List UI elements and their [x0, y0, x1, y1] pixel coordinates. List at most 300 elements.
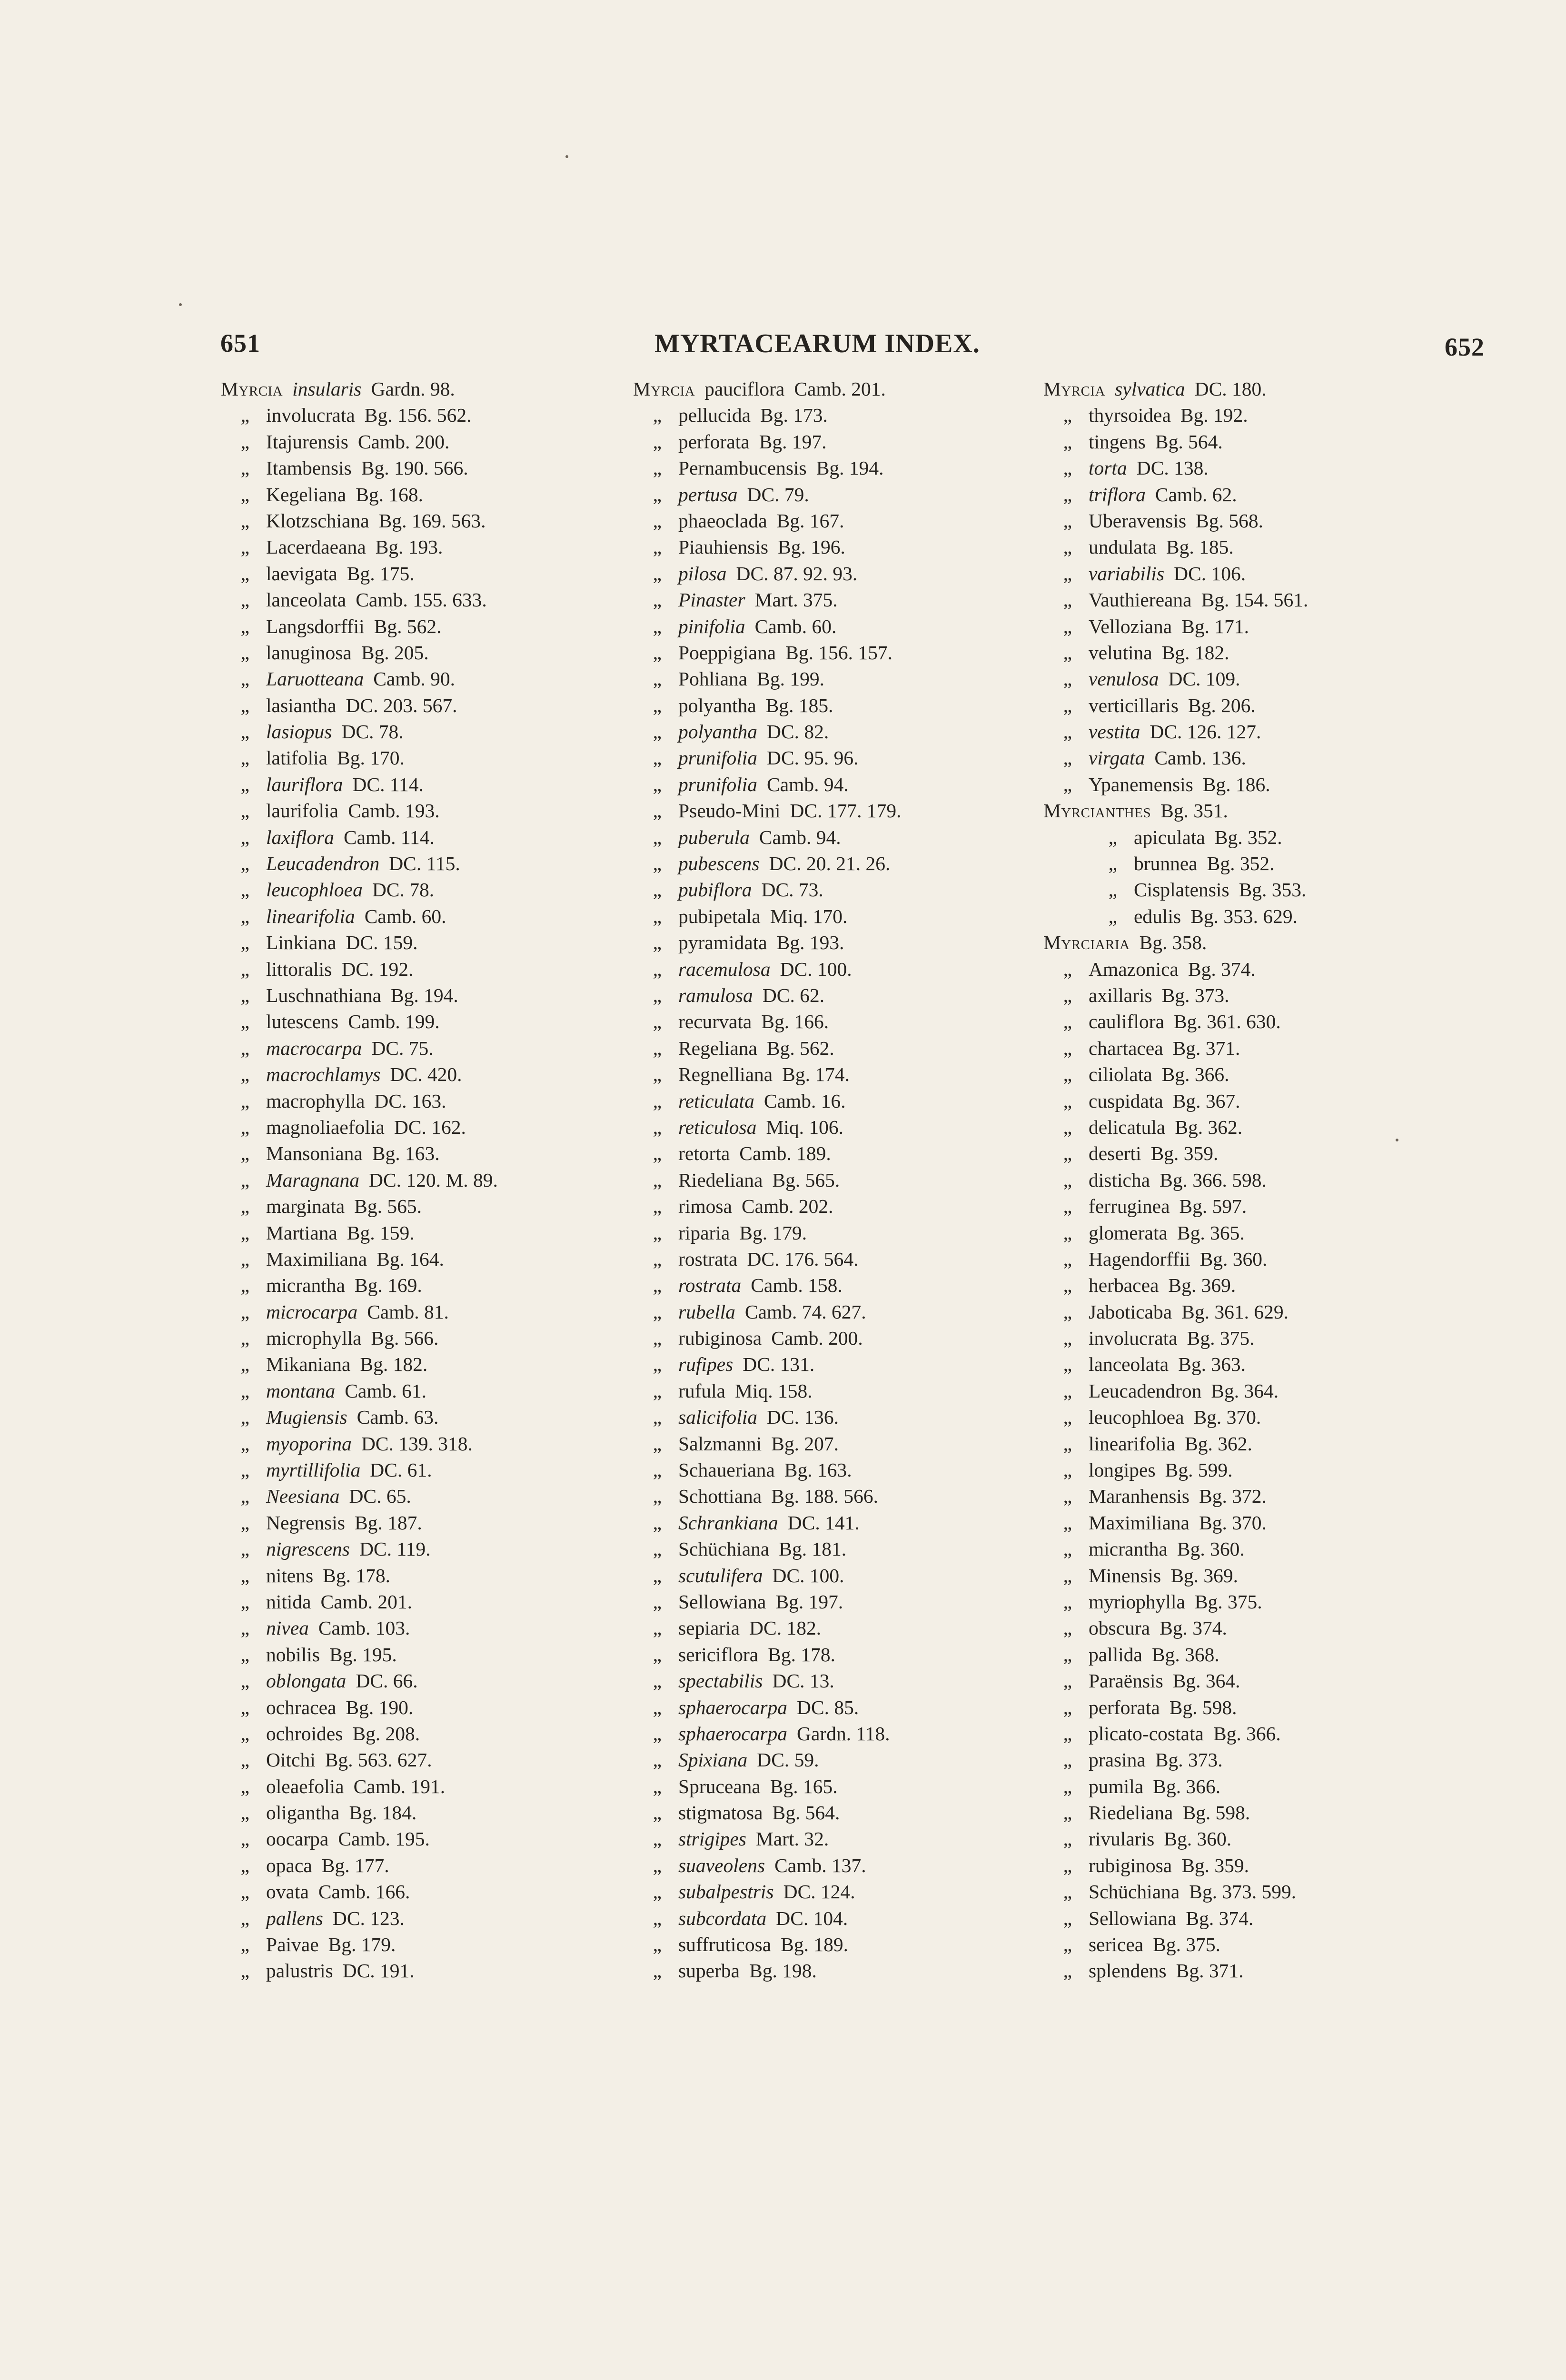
- index-entry: [1043, 693, 1472, 719]
- left-page-number: 651: [220, 329, 260, 357]
- spacer: [1193, 772, 1203, 798]
- spacer: [357, 1299, 367, 1325]
- ditto-mark: „: [1063, 1775, 1072, 1797]
- authority-reference: Bg. 565.: [354, 1195, 422, 1218]
- ditto-mark: „: [653, 457, 662, 479]
- index-column-2: [633, 376, 1061, 1984]
- index-entry: [633, 1193, 1061, 1220]
- spacer: [1130, 930, 1140, 956]
- species-epithet: montana: [266, 1379, 336, 1402]
- spacer: [1163, 1088, 1173, 1114]
- authority-reference: Bg. 190. 566.: [361, 457, 468, 479]
- spacer: [754, 1088, 764, 1114]
- authority-reference: Bg. 566.: [371, 1327, 439, 1349]
- spacer: [767, 930, 777, 956]
- species-epithet: pubipetala: [678, 905, 761, 927]
- authority-reference: Mart. 375.: [754, 589, 838, 611]
- spacer: [1189, 1483, 1199, 1509]
- ditto-mark: „: [1063, 1379, 1072, 1402]
- ditto-mark: „: [653, 1090, 662, 1112]
- index-entry: [633, 1774, 1061, 1800]
- index-entry: [633, 956, 1061, 982]
- authority-reference: DC. 75.: [371, 1037, 434, 1059]
- species-epithet: Schaueriana: [678, 1459, 775, 1481]
- ditto-mark: „: [1063, 1670, 1072, 1692]
- spacer: [343, 1721, 352, 1747]
- index-entry: [1043, 1457, 1472, 1483]
- index-entry: [221, 982, 649, 1009]
- ditto-mark: „: [1063, 1881, 1072, 1903]
- species-epithet: subcordata: [678, 1907, 767, 1929]
- ditto-mark: „: [653, 853, 662, 875]
- paper-speck: [179, 303, 182, 306]
- authority-reference: DC. 100.: [780, 958, 852, 980]
- index-entry: [633, 930, 1061, 956]
- spacer: [1170, 1193, 1179, 1220]
- authority-reference: Bg. 182.: [1161, 641, 1229, 664]
- ditto-mark: „: [1063, 1300, 1072, 1323]
- index-entry: [221, 1457, 649, 1483]
- authority-reference: Bg. 170.: [337, 747, 405, 769]
- species-epithet: polyantha: [678, 694, 756, 716]
- authority-reference: DC. 119.: [359, 1538, 431, 1560]
- authority-reference: DC. 162.: [394, 1116, 466, 1138]
- authority-reference: DC. 159.: [346, 932, 418, 954]
- spacer: [757, 745, 767, 771]
- spacer: [766, 1905, 776, 1932]
- index-entry: [1043, 1642, 1472, 1668]
- species-epithet: sylvatica: [1115, 378, 1185, 400]
- authority-reference: Bg. 198.: [749, 1960, 817, 1982]
- spacer: [1186, 508, 1196, 534]
- spacer: [774, 1879, 783, 1905]
- index-entry: [221, 1140, 649, 1167]
- ditto-mark: „: [240, 747, 249, 769]
- index-entry: [221, 1035, 649, 1061]
- index-entry: [633, 1299, 1061, 1325]
- ditto-mark: „: [653, 773, 662, 795]
- authority-reference: DC. 73.: [761, 879, 823, 901]
- authority-reference: Bg. 199.: [757, 668, 825, 690]
- spacer: [1154, 1826, 1164, 1852]
- ditto-mark: „: [240, 932, 249, 954]
- spacer: [747, 1747, 757, 1773]
- ditto-mark: „: [1063, 1696, 1072, 1718]
- index-entry: [221, 1536, 649, 1562]
- index-entry: [633, 1088, 1061, 1114]
- authority-reference: Bg. 564.: [772, 1802, 840, 1824]
- species-epithet: Spruceana: [678, 1775, 761, 1797]
- index-entry: [1043, 1431, 1472, 1457]
- species-epithet: nitida: [266, 1590, 311, 1613]
- index-entry: [1043, 1325, 1472, 1351]
- genus-name: Myrcia: [221, 378, 283, 400]
- spacer: [763, 1167, 772, 1193]
- spacer: [1201, 1378, 1211, 1404]
- spacer: [787, 1695, 797, 1721]
- authority-reference: DC. 13.: [772, 1670, 834, 1692]
- species-epithet: rostrata: [678, 1248, 738, 1270]
- spacer: [1205, 824, 1215, 851]
- index-entry: [221, 956, 649, 982]
- authority-reference: Bg. 208.: [352, 1722, 420, 1745]
- authority-reference: DC. 66.: [356, 1670, 418, 1692]
- ditto-mark: „: [1063, 668, 1072, 690]
- species-epithet: venulosa: [1089, 668, 1159, 690]
- authority-reference: Bg. 192.: [1180, 404, 1248, 426]
- index-entry: [1043, 666, 1472, 692]
- authority-reference: Bg. 353. 629.: [1190, 905, 1298, 927]
- authority-reference: DC. 139. 318.: [361, 1432, 473, 1455]
- authority-reference: DC. 115.: [389, 853, 460, 875]
- species-epithet: Mikaniana: [266, 1353, 351, 1376]
- index-entry: [1043, 1510, 1472, 1536]
- ditto-mark: „: [1063, 1432, 1072, 1455]
- ditto-mark: „: [1063, 457, 1072, 479]
- spacer: [752, 877, 762, 903]
- index-entry: [221, 930, 649, 956]
- spacer: [1140, 719, 1150, 745]
- species-epithet: rubella: [678, 1300, 735, 1323]
- index-entry: [1043, 482, 1472, 508]
- ditto-mark: „: [240, 958, 249, 980]
- spacer: [338, 798, 348, 824]
- index-entry: [633, 1536, 1061, 1562]
- species-epithet: palustris: [266, 1960, 333, 1982]
- authority-reference: Bg. 374.: [1160, 1617, 1227, 1639]
- species-epithet: Pohliana: [678, 668, 748, 690]
- species-epithet: Oitchi: [266, 1749, 316, 1771]
- spacer: [346, 482, 356, 508]
- species-epithet: ochroides: [266, 1722, 343, 1745]
- species-epithet: herbacea: [1089, 1274, 1159, 1297]
- genus-name: Myrcianthes: [1043, 800, 1151, 822]
- index-entry: [1043, 1009, 1472, 1035]
- index-entry: [221, 376, 649, 402]
- species-epithet: lanceolata: [1089, 1353, 1169, 1376]
- ditto-mark: „: [1063, 1722, 1072, 1745]
- spacer: [1157, 534, 1166, 560]
- ditto-mark: „: [1063, 1169, 1072, 1191]
- spacer: [355, 402, 365, 428]
- spacer: [362, 1035, 371, 1061]
- species-epithet: suffruticosa: [678, 1934, 772, 1956]
- authority-reference: Bg. 173.: [760, 404, 828, 426]
- index-entry: [221, 1826, 649, 1852]
- authority-reference: DC. 100.: [772, 1564, 844, 1587]
- spacer: [752, 1009, 761, 1035]
- index-column-1: [221, 376, 649, 1984]
- spacer: [1143, 1932, 1153, 1958]
- spacer: [757, 719, 767, 745]
- index-entry: [221, 745, 649, 771]
- ditto-mark: „: [653, 1406, 662, 1428]
- ditto-mark: „: [1063, 1511, 1072, 1534]
- spacer: [1105, 376, 1115, 402]
- authority-reference: Bg. 175.: [347, 562, 415, 585]
- index-entry: [633, 851, 1061, 877]
- index-entry: [1043, 640, 1472, 666]
- species-epithet: racemulosa: [678, 958, 771, 980]
- species-epithet: prunifolia: [678, 747, 758, 769]
- index-entry: [1043, 1774, 1472, 1800]
- index-entry: [633, 1510, 1061, 1536]
- index-entry: [221, 1404, 649, 1430]
- spacer: [768, 534, 778, 560]
- ditto-mark: „: [1063, 1459, 1072, 1481]
- authority-reference: Bg. 366.: [1161, 1063, 1229, 1086]
- species-epithet: Sellowiana: [678, 1590, 766, 1613]
- index-entry: [633, 1378, 1061, 1404]
- index-entry: [221, 903, 649, 930]
- index-entry: [221, 1879, 649, 1905]
- species-epithet: Poeppigiana: [678, 641, 776, 664]
- index-entry: [633, 1695, 1061, 1721]
- ditto-mark: „: [240, 509, 249, 532]
- spacer: [343, 772, 352, 798]
- species-epithet: rubiginosa: [1089, 1854, 1172, 1876]
- index-entry: [1043, 561, 1472, 587]
- authority-reference: Camb. 201.: [794, 378, 886, 400]
- species-epithet: pilosa: [678, 562, 727, 585]
- spacer: [361, 376, 371, 402]
- index-entry: [633, 693, 1061, 719]
- species-epithet: opaca: [266, 1854, 312, 1876]
- index-entry: [221, 1510, 649, 1536]
- index-entry: [1043, 1563, 1472, 1589]
- ditto-mark: „: [1063, 1828, 1072, 1850]
- index-entry: [633, 376, 1061, 402]
- ditto-mark: „: [653, 1142, 662, 1165]
- spacer: [345, 1272, 355, 1299]
- index-entry: [1043, 1035, 1472, 1061]
- authority-reference: Bg. 195.: [329, 1643, 397, 1666]
- ditto-mark: „: [653, 1011, 662, 1033]
- species-epithet: riparia: [678, 1221, 730, 1244]
- ditto-mark: „: [240, 826, 249, 848]
- authority-reference: DC. 131.: [743, 1353, 815, 1376]
- authority-reference: DC. 191.: [342, 1960, 415, 1982]
- ditto-mark: „: [653, 1327, 662, 1349]
- spacer: [763, 1800, 773, 1826]
- authority-reference: Bg. 373.: [1161, 984, 1229, 1006]
- species-epithet: micrantha: [266, 1274, 345, 1297]
- ditto-mark: „: [653, 1564, 662, 1587]
- authority-reference: Bg. 197.: [775, 1590, 843, 1613]
- ditto-mark: „: [240, 1564, 249, 1587]
- index-entry: [633, 561, 1061, 587]
- ditto-mark: „: [240, 1459, 249, 1481]
- ditto-mark: „: [653, 1828, 662, 1850]
- spacer: [352, 455, 361, 481]
- species-epithet: laurifolia: [266, 800, 339, 822]
- species-epithet: undulata: [1089, 536, 1157, 558]
- ditto-mark: „: [653, 1670, 662, 1692]
- spacer: [1159, 1272, 1168, 1299]
- authority-reference: Bg. 365.: [1177, 1221, 1245, 1244]
- species-epithet: spectabilis: [678, 1670, 763, 1692]
- ditto-mark: „: [653, 1775, 662, 1797]
- index-entry: [1043, 1905, 1472, 1932]
- species-epithet: pubescens: [678, 853, 760, 875]
- species-epithet: laxiflora: [266, 826, 334, 848]
- index-entry: [1043, 877, 1472, 903]
- index-entry: [633, 1114, 1061, 1140]
- authority-reference: Bg. 374.: [1188, 958, 1256, 980]
- species-epithet: vestita: [1089, 721, 1140, 743]
- spacer: [337, 561, 347, 587]
- species-epithet: stigmatosa: [678, 1802, 763, 1824]
- species-epithet: Paivae: [266, 1934, 319, 1956]
- species-epithet: splendens: [1089, 1960, 1167, 1982]
- index-entry: [633, 1615, 1061, 1641]
- index-entry: [221, 1721, 649, 1747]
- ditto-mark: „: [653, 721, 662, 743]
- spacer: [1172, 614, 1181, 640]
- species-epithet: cauliflora: [1089, 1011, 1164, 1033]
- species-epithet: macrochlamys: [266, 1063, 381, 1086]
- authority-reference: Camb. 60.: [754, 615, 837, 637]
- authority-reference: Bg. 185.: [1166, 536, 1234, 558]
- spacer: [1204, 1721, 1213, 1747]
- spacer: [1184, 1404, 1194, 1430]
- species-epithet: brunnea: [1134, 853, 1198, 875]
- genus-name: Myrcia: [633, 378, 695, 400]
- authority-reference: DC. 65.: [349, 1485, 411, 1507]
- index-entry: [1043, 1615, 1472, 1641]
- authority-reference: Bg. 166.: [761, 1011, 829, 1033]
- species-epithet: virgata: [1089, 747, 1145, 769]
- spacer: [725, 1378, 735, 1404]
- authority-reference: Bg. 352.: [1214, 826, 1282, 848]
- authority-reference: Gardn. 118.: [797, 1722, 890, 1745]
- authority-reference: DC. 95. 96.: [767, 747, 859, 769]
- index-entry: [221, 824, 649, 851]
- authority-reference: Miq. 106.: [766, 1116, 844, 1138]
- spacer: [1175, 1431, 1185, 1457]
- spacer: [337, 930, 346, 956]
- spacer: [1192, 587, 1201, 613]
- species-epithet: rostrata: [678, 1274, 742, 1297]
- authority-reference: Bg. 165.: [770, 1775, 838, 1797]
- spacer: [1198, 851, 1207, 877]
- index-entry: [1043, 798, 1472, 824]
- spacer: [1171, 402, 1180, 428]
- species-epithet: Minensis: [1089, 1564, 1161, 1587]
- spacer: [309, 1615, 318, 1641]
- spacer: [360, 1457, 370, 1483]
- authority-reference: Bg. 370.: [1199, 1511, 1267, 1534]
- authority-reference: Bg. 565.: [772, 1169, 840, 1191]
- index-entry: [221, 798, 649, 824]
- authority-reference: DC. 109.: [1168, 668, 1240, 690]
- index-entry: [1043, 1299, 1472, 1325]
- authority-reference: Bg. 207.: [771, 1432, 839, 1455]
- ditto-mark: „: [1063, 641, 1072, 664]
- index-entry: [633, 1351, 1061, 1378]
- species-epithet: lutescens: [266, 1011, 339, 1033]
- species-epithet: Paraënsis: [1089, 1670, 1163, 1692]
- spacer: [309, 1879, 318, 1905]
- spacer: [1164, 561, 1174, 587]
- index-entry: [221, 1695, 649, 1721]
- spacer: [771, 956, 780, 982]
- spacer: [385, 1114, 394, 1140]
- spacer: [363, 877, 372, 903]
- authority-reference: Camb. 158.: [751, 1274, 842, 1297]
- ditto-mark: „: [240, 1828, 249, 1850]
- genus-name: Myrciaria: [1043, 932, 1130, 954]
- spacer: [1152, 640, 1162, 666]
- authority-reference: Bg. 375.: [1153, 1934, 1220, 1956]
- authority-reference: DC. 136.: [767, 1406, 839, 1428]
- authority-reference: DC. 182.: [749, 1617, 822, 1639]
- index-entry: [221, 508, 649, 534]
- ditto-mark: „: [240, 1722, 249, 1745]
- species-epithet: marginata: [266, 1195, 345, 1218]
- index-entry: [1043, 1589, 1472, 1615]
- index-entry: [221, 719, 649, 745]
- species-epithet: pallens: [266, 1907, 323, 1929]
- ditto-mark: „: [240, 721, 249, 743]
- index-entry: [633, 482, 1061, 508]
- spacer: [763, 1563, 773, 1589]
- authority-reference: DC. 120. M. 89.: [368, 1169, 498, 1191]
- species-epithet: sepiaria: [678, 1617, 740, 1639]
- authority-reference: Bg. 360.: [1199, 1248, 1268, 1270]
- ditto-mark: „: [653, 984, 662, 1006]
- species-epithet: leucophloea: [266, 879, 363, 901]
- index-entry: [633, 745, 1061, 771]
- ditto-mark: „: [240, 1327, 249, 1349]
- authority-reference: DC. 59.: [757, 1749, 819, 1771]
- index-entry: [633, 614, 1061, 640]
- species-epithet: lasiantha: [266, 694, 337, 716]
- spacer: [745, 614, 755, 640]
- index-entry: [1043, 508, 1472, 534]
- spacer: [1173, 1800, 1182, 1826]
- spacer: [738, 482, 747, 508]
- spacer: [787, 1721, 797, 1747]
- authority-reference: Camb. 16.: [763, 1090, 846, 1112]
- ditto-mark: „: [1063, 1590, 1072, 1613]
- index-entry: [1043, 1536, 1472, 1562]
- spacer: [775, 1457, 784, 1483]
- ditto-mark: „: [653, 932, 662, 954]
- species-epithet: lanceolata: [266, 589, 347, 611]
- ditto-mark: „: [653, 905, 662, 927]
- ditto-mark: „: [240, 773, 249, 795]
- species-epithet: triflora: [1089, 483, 1146, 506]
- index-entry: [633, 1457, 1061, 1483]
- spacer: [1179, 693, 1188, 719]
- species-epithet: Klotzschiana: [266, 509, 369, 532]
- spacer: [1185, 1589, 1195, 1615]
- species-epithet: disticha: [1089, 1169, 1150, 1191]
- authority-reference: DC. 138.: [1136, 457, 1209, 479]
- authority-reference: Bg. 371.: [1172, 1037, 1240, 1059]
- index-entry: [633, 587, 1061, 613]
- species-epithet: Piauhiensis: [678, 536, 769, 558]
- authority-reference: Bg. 362.: [1185, 1432, 1252, 1455]
- spacer: [379, 851, 389, 877]
- ditto-mark: „: [1063, 483, 1072, 506]
- authority-reference: Bg. 358.: [1139, 932, 1207, 954]
- index-entry: [633, 402, 1061, 428]
- authority-reference: Bg. 163.: [372, 1142, 440, 1165]
- ditto-mark: „: [653, 1195, 662, 1218]
- authority-reference: Bg. 185.: [765, 694, 833, 716]
